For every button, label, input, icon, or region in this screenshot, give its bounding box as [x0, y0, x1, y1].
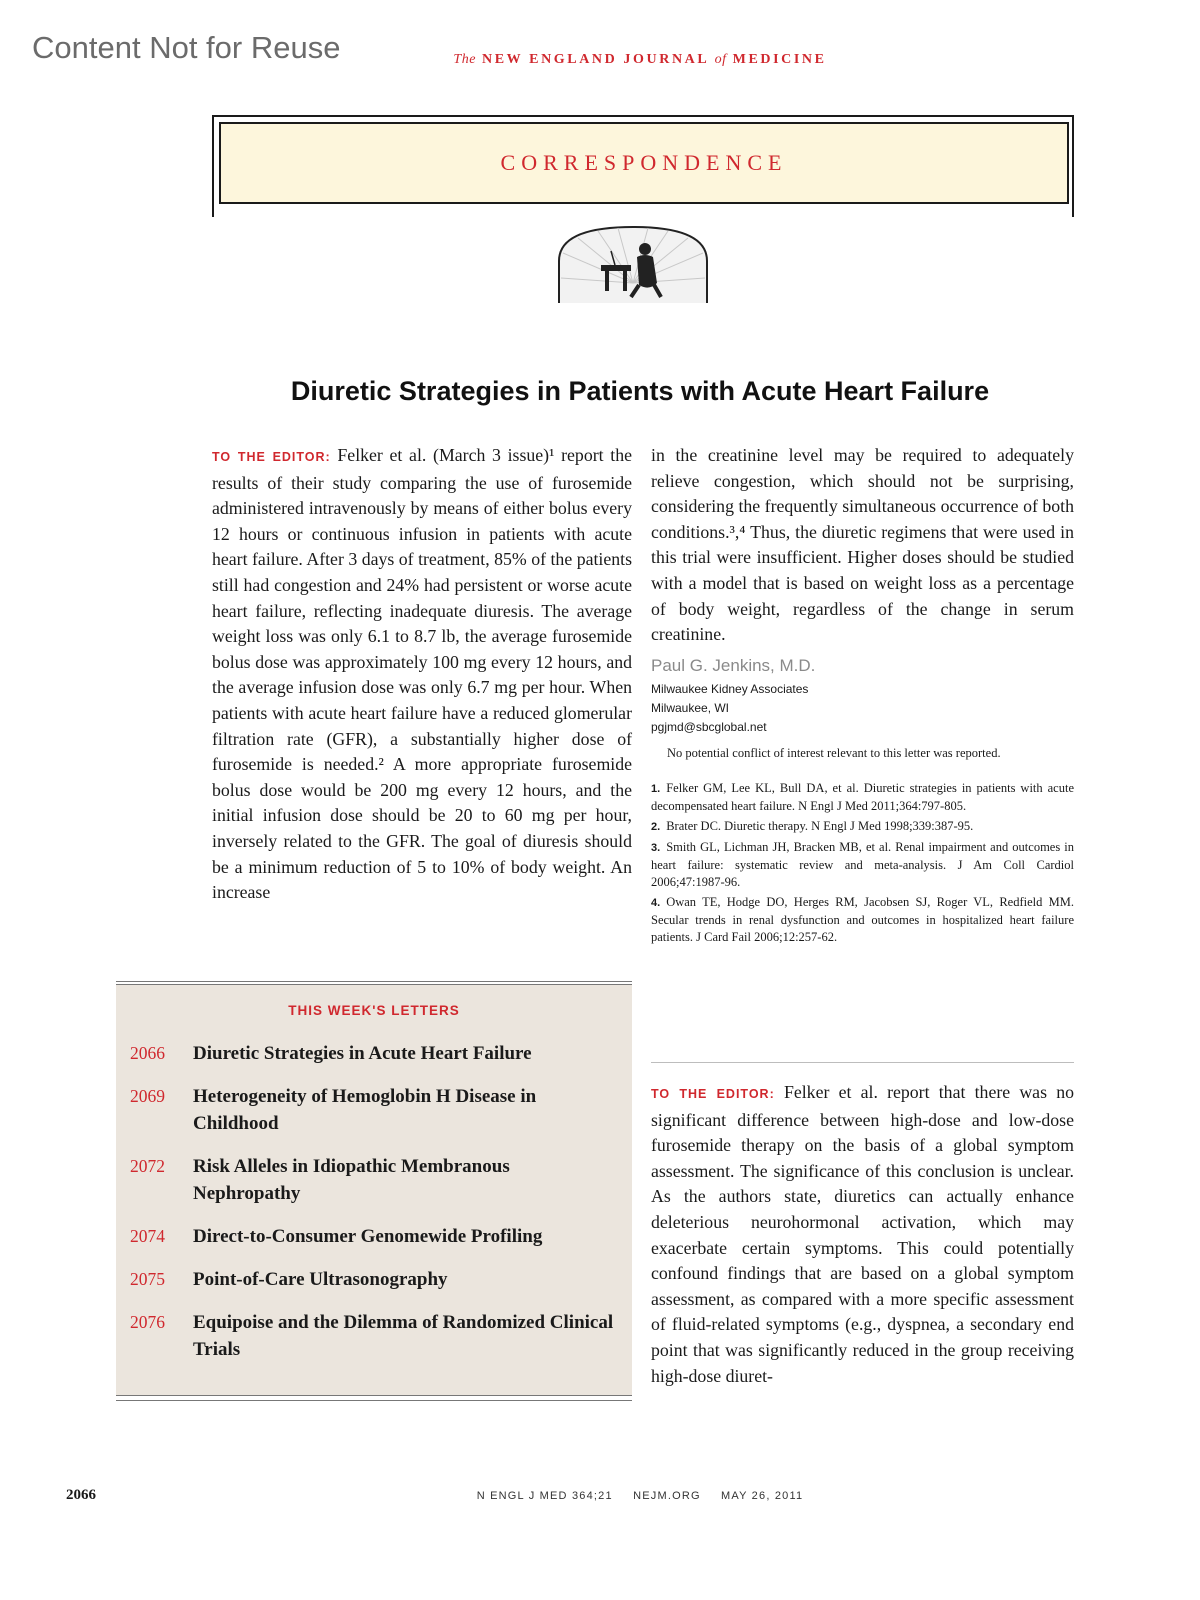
section-title: CORRESPONDENCE: [500, 150, 788, 175]
letter-list-item[interactable]: 2066 Diuretic Strategies in Acute Heart Failure: [130, 1043, 532, 1064]
this-weeks-letters-title: THIS WEEK'S LETTERS: [288, 1003, 460, 1018]
letter1-city: Milwaukee, WI: [651, 700, 730, 715]
letter-list-item[interactable]: 2074 Direct-to-Consumer Genomewide Profiling: [130, 1226, 543, 1247]
watermark: Content Not for Reuse: [32, 30, 341, 65]
article-title: Diuretic Strategies in Patients with Acute Heart Failure: [290, 376, 990, 406]
letter1-lead: TO THE EDITOR:: [212, 450, 331, 464]
letter2-text: Felker et al. report that there was no significant difference between high-dose and low-dose furosemide therapy on the basis of a global symptom assessment. The significance of this conclusion is unclear. As the authors state, diuretics can actually enhance deleterious neurohormonal activation, which may exacerbate certain symptoms. This could potentially confound findings that are based on a global symptom assessment, as compared with a more specific assessment of fluid-related symptoms (e.g., dyspnea, a secondary end point that was significantly reduced in the group receiving high-dose diuret-: [651, 1082, 1074, 1386]
letter1-column1: [212, 443, 632, 906]
masthead-name-2: MEDICINE: [732, 52, 827, 67]
footer-date: MAY 26, 2011: [721, 1490, 804, 1502]
page-number: 2066: [66, 1487, 96, 1503]
masthead-the: The: [453, 52, 476, 67]
letter-list-item[interactable]: 2076 Equipoise and the Dilemma of Randomized Clinical Trials: [130, 1312, 614, 1360]
sidebar-rule-bottom: [116, 1395, 632, 1396]
footer-site[interactable]: NEJM.ORG: [633, 1490, 701, 1502]
letter1-affiliation: Milwaukee Kidney Associates: [651, 681, 809, 696]
letters-list: [130, 1040, 620, 1379]
page-footer: [0, 1490, 1200, 1502]
footer-journal: N ENGL J MED 364;21: [476, 1490, 613, 1502]
section-banner: [219, 122, 1069, 204]
letter-divider: [651, 1062, 1074, 1063]
scribe-emblem-icon: [553, 223, 713, 303]
letter1-email[interactable]: pgjmd@sbcglobal.net: [651, 719, 767, 734]
letter1-column2: [651, 443, 1074, 949]
reference-item: 1. Felker GM, Lee KL, Bull DA, et al. Diuretic strategies in patients with acute decompensated heart failure. N Engl J Med 2011;364:797-805.: [651, 780, 1074, 813]
references-list: [651, 780, 1074, 946]
letter1-text-part1: Felker et al. (March 3 issue)¹ report the results of their study comparing the use of furosemide administered intravenously by means of either bolus every 12 hours or continuous infusion in patients with acute heart failure. After 3 days of treatment, 85% of the patients still had congestion and 24% had persistent or worse acute heart failure, reflecting inadequate diuresis. The average weight loss was only 6.1 to 8.7 lb, the average furosemide bolus dose was approximately 100 mg every 12 hours, and the average infusion dose was only 6.7 mg per hour. When patients with acute heart failure have a reduced glomerular filtration rate (GFR), a substantially higher dose of furosemide is needed.² A more appropriate furosemide bolus dose would be 200 mg every 12 hours, and the initial infusion dose should be 20 to 60 mg per hour, inversely related to the GFR. The goal of diuresis should be a minimum reduction of 5 to 10% of body weight. An increase: [212, 445, 632, 903]
reference-item: 2. Brater DC. Diuretic therapy. N Engl J Med 1998;339:387-95.: [651, 818, 974, 833]
reference-item: 3. Smith GL, Lichman JH, Bracken MB, et al. Renal impairment and outcomes in heart failure: systematic review and meta-analysis. J Am Coll Cardiol 2006;47:1987-96.: [651, 839, 1074, 889]
letter2-lead: TO THE EDITOR:: [651, 1087, 775, 1101]
letter2-column: [651, 1080, 1074, 1389]
letter1-conflict-statement: No potential conflict of interest relevant to this letter was reported.: [667, 745, 1001, 760]
letter1-author: Paul G. Jenkins, M.D.: [651, 655, 816, 675]
sidebar-rule-bottom-outer: [116, 1400, 632, 1401]
letter1-text-part2: in the creatinine level may be required to adequately relieve congestion, which should not be surprising, considering the frequently simultaneous occurrence of both conditions.³,⁴ Thus, the diuretic regimens that were used in this trial were insufficient. Higher doses should be studied with a model that is based on weight loss as a percentage of body weight, regardless of the change in serum creatinine.: [651, 445, 1074, 645]
letter-list-item[interactable]: 2072 Risk Alleles in Idiopathic Membranous Nephropathy: [130, 1156, 510, 1204]
sidebar-rule-top: [116, 981, 632, 982]
reference-item: 4. Owan TE, Hodge DO, Herges RM, Jacobsen SJ, Roger VL, Redfield MM. Secular trends in renal dysfunction and outcomes in hospitalized heart failure patients. J Card Fail 2006;12:257-62.: [651, 894, 1074, 944]
journal-masthead: [0, 52, 1200, 68]
masthead-of: of: [714, 52, 727, 67]
letter-list-item[interactable]: 2069 Heterogeneity of Hemoglobin H Disease in Childhood: [130, 1086, 537, 1134]
masthead-name-1: NEW ENGLAND JOURNAL: [482, 52, 709, 67]
letter-list-item[interactable]: 2075 Point-of-Care Ultrasonography: [130, 1269, 448, 1290]
